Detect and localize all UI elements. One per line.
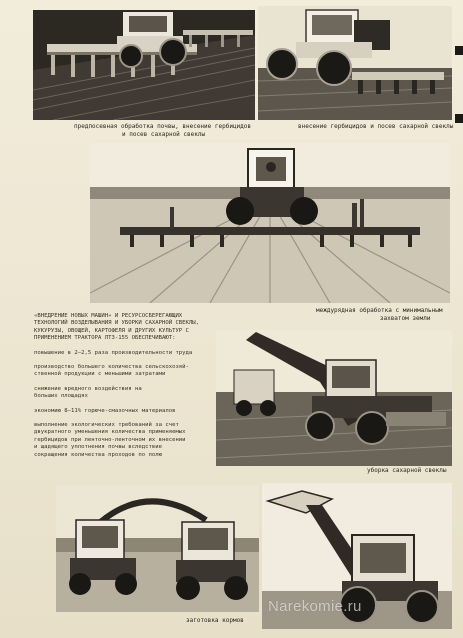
benefit-line: производство большего количества сельскохозяй- [34,364,189,371]
intro-line: КУКУРУЗЫ, ОВОЩЕЙ, КАРТОФЕЛЯ И ДРУГИХ КУЛЬТУР С [34,327,189,334]
benefit-impact [34,386,214,401]
binding-mark [455,114,463,123]
benefit-line: гербицидов при ленточно-ленточном их внесении [34,436,186,443]
caption-beet-harvest: уборка сахарной свеклы [367,467,447,474]
intro-line: ПРИМЕНЕНИЕМ ТРАКТОРА ЛТЗ-155 ОБЕСПЕЧИВАЮТ: [34,335,176,342]
benefit-line: ственной продукции с меньшими затратами [34,371,166,378]
benefit-line: сокращения количества проходов по полю [34,451,162,458]
caption-tillage-line1: предпосевная обработка почвы, внесение гербицидов [74,123,252,130]
caption-tillage-line2: и посев сахарной свеклы [122,130,206,138]
photo-forage-tractors [56,486,259,612]
benefit-fuel [34,408,214,415]
benefit-ecology [34,422,214,459]
benefit-line: больших площадях [34,393,88,400]
benefit-line: экономию 8–11% горюче-смазочных материалов [34,407,176,414]
caption-row-cultivation-line2: захватом земли [379,314,431,322]
caption-herbicide-seeding: внесение гербицидов и посев сахарной свеклы [298,123,454,130]
photo-beet-harvester [216,330,452,466]
photo-herbicide-seeding-tractor [258,6,452,120]
caption-row-cultivation-line1: междурядная обработка с минимальным [316,307,443,314]
caption-forage: заготовка кормов [186,617,244,624]
benefit-line: повышение в 2–2,5 раза производительности труда [34,349,193,356]
benefit-line: снижение вредного воздействия на [34,385,142,392]
site-watermark: Narekomie.ru [268,598,362,615]
benefits-text [34,313,214,466]
benefit-line: и щадящего уплотнения почвы вследствие [34,444,162,451]
caption-row-cultivation [316,307,442,322]
photo-row-cultivation-tractor [90,143,450,303]
benefit-line: выполнение экологических требований за счет [34,422,179,429]
benefits-intro [34,313,214,343]
photo-tillage-tractor [33,10,255,120]
intro-line: «ВНЕДРЕНИЕ НОВЫХ МАШИН» И РЕСУРСОСБЕРЕГАЮЩИХ [34,313,183,319]
binding-mark [455,46,463,55]
intro-line: ТЕХНОЛОГИЙ ВОЗДЕЛЫВАНИЯ И УБОРКИ САХАРНОЙ СВЕКЛЫ, [34,320,200,327]
benefit-line: двукратного уменьшения количества применяемых [34,429,186,436]
benefit-production [34,364,214,379]
benefit-productivity [34,350,214,357]
caption-tillage [74,123,251,138]
